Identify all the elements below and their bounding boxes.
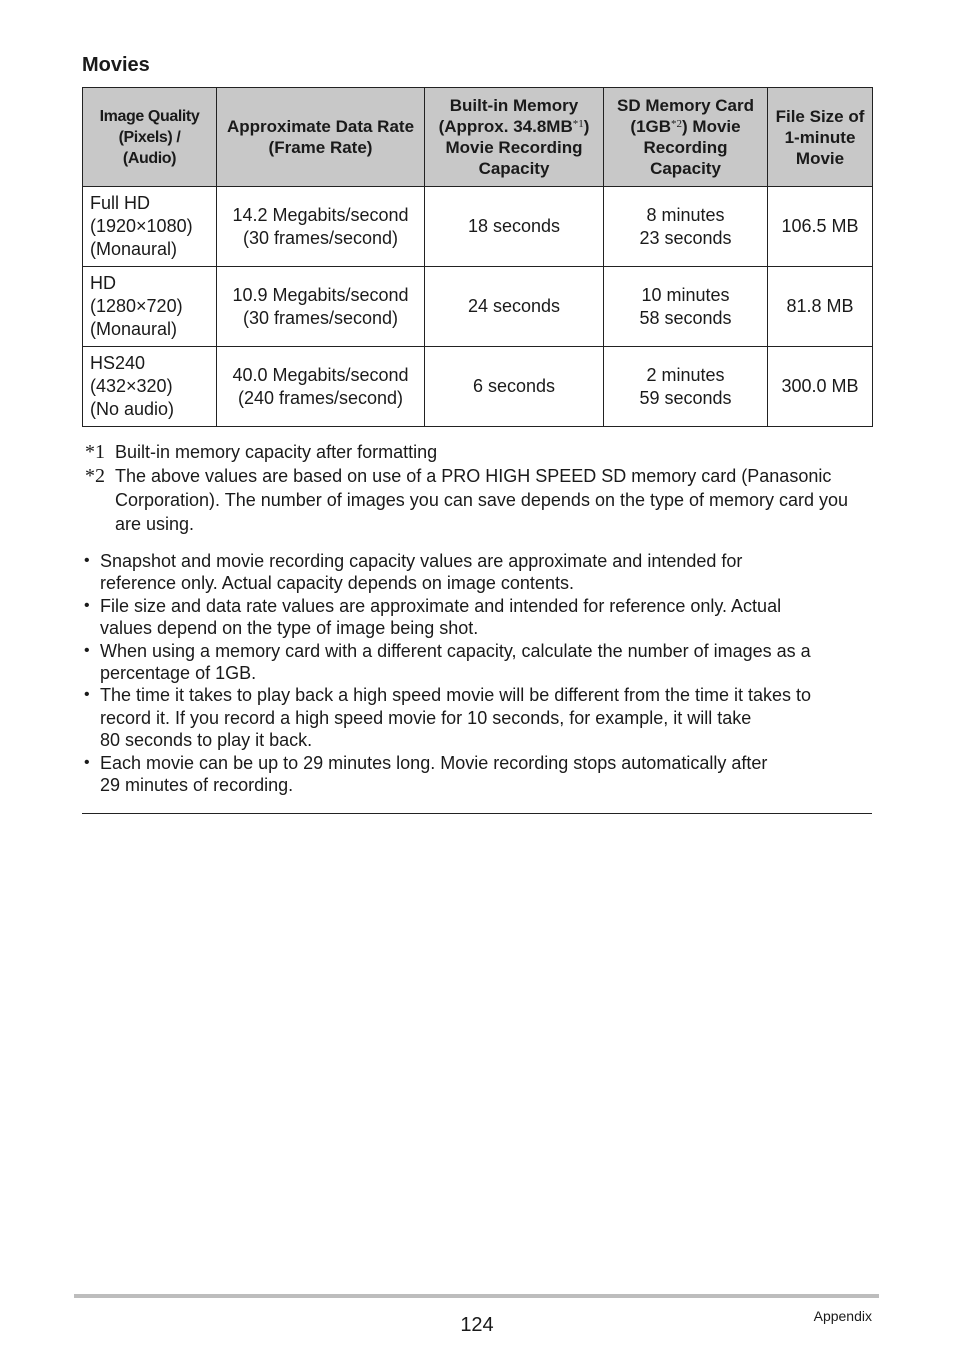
list-item <box>82 752 872 797</box>
cell-file-size: 81.8 MB <box>768 267 873 347</box>
header-data-rate: Approximate Data Rate (Frame Rate) <box>217 88 425 187</box>
list-item <box>82 595 872 640</box>
bullet-icon: • <box>84 596 90 614</box>
table-row <box>83 267 873 347</box>
section-title: Movies <box>82 54 150 76</box>
footnote-text: Built-in memory capacity after formatting <box>115 442 438 462</box>
bullet-icon: • <box>84 686 90 704</box>
cell-data-rate: 40.0 Megabits/second (240 frames/second) <box>217 347 425 427</box>
header-file-size: File Size of 1-minute Movie <box>768 88 873 187</box>
cell-data-rate: 14.2 Megabits/second (30 frames/second) <box>217 187 425 267</box>
footnote-text: The above values are based on use of a PRO HIGH SPEED SD memory card (Panasonic Corporation). The number of images you can save depends on the type of memory card you are using. <box>115 466 849 534</box>
cell-file-size: 106.5 MB <box>768 187 873 267</box>
note-text: Snapshot and movie recording capacity values are approximate and intended for reference only. Actual capacity depends on image contents. <box>100 551 743 594</box>
footnote-ref-2: *2 <box>671 118 683 130</box>
header-builtin-text: Built-in Memory (Approx. 34.8MB <box>438 96 579 136</box>
cell-sd-capacity: 8 minutes 23 seconds <box>604 187 768 267</box>
table-header-row <box>83 88 873 187</box>
notes-list <box>82 550 872 796</box>
footnotes <box>82 440 872 536</box>
footnote-1 <box>82 440 872 464</box>
footer-section-name: Appendix <box>813 1308 872 1324</box>
header-sd-capacity <box>604 88 768 187</box>
cell-quality: Full HD (1920×1080) (Monaural) <box>83 187 217 267</box>
bullet-icon: • <box>84 753 90 771</box>
note-text: Each movie can be up to 29 minutes long. Movie recording stops automatically after 29 minutes of recording. <box>100 752 768 796</box>
note-text: The time it takes to play back a high speed movie will be different from the time it takes to record it. If you record a high speed movie for 10 seconds, for example, it will take 80 seconds to play it back. <box>100 685 812 751</box>
cell-file-size: 300.0 MB <box>768 347 873 427</box>
list-item <box>82 684 872 751</box>
cell-builtin-capacity: 24 seconds <box>425 267 604 347</box>
footer-divider <box>74 1294 879 1298</box>
cell-builtin-capacity: 18 seconds <box>425 187 604 267</box>
note-text: When using a memory card with a different capacity, calculate the number of images as a percentage of 1GB. <box>100 640 811 684</box>
header-sd-text: SD Memory Card (1GB <box>617 96 754 136</box>
list-item <box>82 550 872 595</box>
page-number: 124 <box>460 1314 494 1336</box>
section-divider <box>82 813 872 814</box>
table-row <box>83 187 873 267</box>
header-builtin-text-end: ) Movie Recording Capacity <box>445 117 590 178</box>
header-builtin-capacity <box>425 88 604 187</box>
table-row <box>83 347 873 427</box>
cell-sd-capacity: 10 minutes 58 seconds <box>604 267 768 347</box>
cell-data-rate: 10.9 Megabits/second (30 frames/second) <box>217 267 425 347</box>
footnote-ref-1: *1 <box>572 118 584 130</box>
bullet-icon: • <box>84 641 90 659</box>
note-text: File size and data rate values are approximate and intended for reference only. Actual values depend on the type of image being shot. <box>100 595 782 639</box>
header-sd-text-end: ) Movie Recording Capacity <box>643 117 741 178</box>
movie-capacity-table <box>82 87 873 427</box>
cell-quality: HD (1280×720) (Monaural) <box>83 267 217 347</box>
footnote-2 <box>82 464 872 536</box>
footnote-marker: *2 <box>85 465 105 487</box>
cell-sd-capacity: 2 minutes 59 seconds <box>604 347 768 427</box>
bullet-icon: • <box>84 552 90 569</box>
cell-quality: HS240 (432×320) (No audio) <box>83 347 217 427</box>
header-image-quality: Image Quality (Pixels) / (Audio) <box>83 88 217 187</box>
footnote-marker: *1 <box>85 441 105 463</box>
list-item <box>82 640 872 685</box>
cell-builtin-capacity: 6 seconds <box>425 347 604 427</box>
